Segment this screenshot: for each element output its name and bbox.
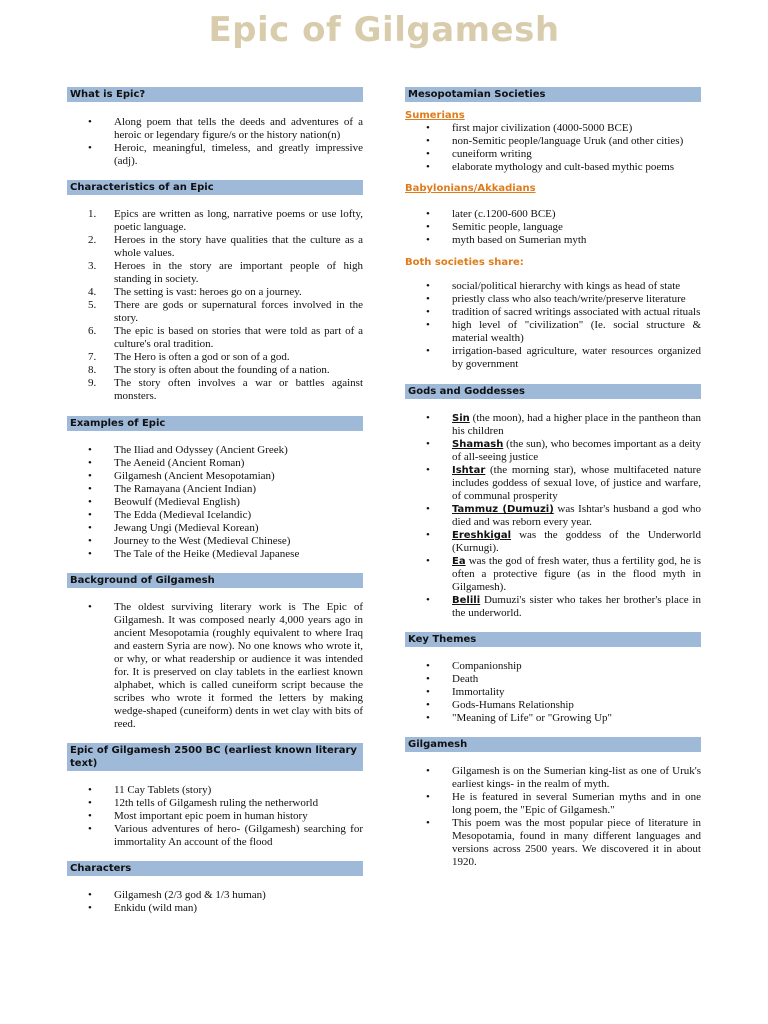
- subheading-babylonians: Babylonians/Akkadians: [405, 183, 536, 194]
- list-item: • social/political hierarchy with kings as head of state: [405, 280, 701, 293]
- section-gods: [405, 384, 701, 620]
- list-item: • Ishtar (the morning star), whose multifaceted nature includes goddess of sexual love, of justice and warfare, of communal prosperity: [405, 464, 701, 503]
- list-item: • priestly class who also teach/write/preserve literature: [405, 293, 701, 306]
- list-item: • irrigation-based agriculture, water resources organized by government: [405, 345, 701, 371]
- bullet-list: [67, 601, 363, 731]
- list-item: • non-Semitic people/language Uruk (and other cities): [405, 135, 701, 148]
- section-background: [67, 573, 363, 731]
- page-title: Epic of Gilgamesh: [208, 10, 560, 50]
- list-item: • Heroic, meaningful, timeless, and greatly impressive (adj).: [67, 142, 363, 168]
- list-item: • Gilgamesh (2/3 god & 1/3 human): [67, 889, 363, 902]
- section-societies: [405, 87, 701, 371]
- list-item: • Immortality: [405, 686, 701, 699]
- section-gilgamesh: [405, 737, 701, 869]
- section-header: Key Themes: [405, 632, 701, 647]
- section-header: Background of Gilgamesh: [67, 573, 363, 588]
- list-item: • Gods-Humans Relationship: [405, 699, 701, 712]
- list-item: • Jewang Ungi (Medieval Korean): [67, 522, 363, 535]
- section-examples: [67, 416, 363, 561]
- section-header: Examples of Epic: [67, 416, 363, 431]
- list-item: • Death: [405, 673, 701, 686]
- list-item: • Companionship: [405, 660, 701, 673]
- list-item: • "Meaning of Life" or "Growing Up": [405, 712, 701, 725]
- list-item: 6. The epic is based on stories that were told as part of a culture's oral tradition.: [88, 325, 363, 350]
- section-epic-2500bc: [67, 743, 363, 849]
- list-item: • The Iliad and Odyssey (Ancient Greek): [67, 444, 363, 457]
- list-item: • Semitic people, language: [405, 221, 701, 234]
- list-item: • myth based on Sumerian myth: [405, 234, 701, 247]
- list-item: 5. There are gods or supernatural forces involved in the story.: [88, 299, 363, 324]
- list-item: • Various adventures of hero- (Gilgamesh) searching for immortality An account of the flood: [67, 823, 363, 849]
- list-item: • Tammuz (Dumuzi) was Ishtar's husband a god who died and was reborn every year.: [405, 503, 701, 529]
- bullet-list: [405, 122, 701, 174]
- list-item: 7. The Hero is often a god or son of a god.: [88, 351, 290, 363]
- list-item: • Sin (the moon), had a higher place in the pantheon than his children: [405, 412, 701, 438]
- list-item: 1. Epics are written as long, narrative poems or use lofty, poetic language.: [88, 208, 363, 233]
- bullet-list: [67, 116, 363, 168]
- list-item: • elaborate mythology and cult-based mythic poems: [405, 161, 701, 174]
- list-item: • 12th tells of Gilgamesh ruling the netherworld: [67, 797, 363, 810]
- section-header: Gilgamesh: [405, 737, 701, 752]
- list-item: • The Edda (Medieval Icelandic): [67, 509, 363, 522]
- bullet-list: [405, 765, 701, 869]
- list-item: • Along poem that tells the deeds and adventures of a heroic or legendary figure/s or the history nation(n): [67, 116, 363, 142]
- list-item: • The Ramayana (Ancient Indian): [67, 483, 363, 496]
- list-item: • This poem was the most popular piece of literature in Mesopotamia, found in many different languages and versions across 2500 years. We discovered it in about 1920.: [405, 817, 701, 869]
- list-item: • Gilgamesh is on the Sumerian king-list as one of Uruk's earliest kings- in the realm of myth.: [405, 765, 701, 791]
- left-column: [67, 87, 363, 915]
- list-item: 9. The story often involves a war or battles against monsters.: [88, 377, 363, 402]
- section-what-is-epic: [67, 87, 363, 168]
- section-characteristics: [67, 180, 363, 403]
- list-item: • Shamash (the sun), who becomes important as a deity of all-seeing justice: [405, 438, 701, 464]
- bullet-list: [67, 889, 363, 915]
- section-header: Mesopotamian Societies: [405, 87, 701, 102]
- section-header: Epic of Gilgamesh 2500 BC (earliest known literary text): [67, 743, 363, 771]
- list-item: • Ereshkigal was the goddess of the Underworld (Kurnugi).: [405, 529, 701, 555]
- list-item: • Beowulf (Medieval English): [67, 496, 363, 509]
- section-header: What is Epic?: [67, 87, 363, 102]
- bullet-list: [405, 412, 701, 620]
- bullet-list: [405, 208, 701, 247]
- list-item: 8. The story is often about the founding of a nation.: [88, 364, 330, 376]
- section-key-themes: [405, 632, 701, 725]
- right-column: [405, 87, 701, 869]
- section-header: Gods and Goddesses: [405, 384, 701, 399]
- list-item: • Ea was the god of fresh water, thus a fertility god, he is often a protective figure (as in the flood myth in Gilgamesh).: [405, 555, 701, 594]
- list-item: • tradition of sacred writings associated with actual rituals: [405, 306, 701, 319]
- list-item: • He is featured in several Sumerian myths and in one long poem, the "Epic of Gilgamesh.": [405, 791, 701, 817]
- list-item: 2. Heroes in the story have qualities that the culture as a whole values.: [88, 234, 363, 259]
- bullet-list: [405, 280, 701, 371]
- list-item: • Enkidu (wild man): [67, 902, 363, 915]
- section-header: Characteristics of an Epic: [67, 180, 363, 195]
- list-item: • Belili Dumuzi's sister who takes her brother's place in the underworld.: [405, 594, 701, 620]
- list-item: • The Tale of the Heike (Medieval Japanese: [67, 548, 363, 561]
- subheading-both-societies: Both societies share:: [405, 257, 524, 268]
- list-item: • Journey to the West (Medieval Chinese): [67, 535, 363, 548]
- bullet-list: [405, 660, 701, 725]
- list-item: • high level of "civilization" (Ie. social structure & material wealth): [405, 319, 701, 345]
- list-item: 4. The setting is vast: heroes go on a journey.: [88, 286, 302, 298]
- list-item: • The oldest surviving literary work is The Epic of Gilgamesh. It was composed nearly 4,000 years ago in ancient Mesopotamia (roughly equivalent to where Iraq and eastern Syria are now). No one knows who wrote it, or why, or what readership or audience it was intended for. It is preserved on clay tablets in the earliest known alphabet, which is called cuneiform script because the scribes who wrote it formed the letters by making wedge-shaped (cuneiform) dents in wet clay with bits of reed.: [67, 601, 363, 731]
- list-item: 3. Heroes in the story are important people of high standing in society.: [88, 260, 363, 285]
- list-item: • Most important epic poem in human history: [67, 810, 363, 823]
- numbered-list: [67, 208, 363, 403]
- list-item: • The Aeneid (Ancient Roman): [67, 457, 363, 470]
- bullet-list: [67, 444, 363, 561]
- list-item: • first major civilization (4000-5000 BCE): [405, 122, 701, 135]
- section-header: Characters: [67, 861, 363, 876]
- section-characters: [67, 861, 363, 915]
- list-item: • later (c.1200-600 BCE): [405, 208, 701, 221]
- subheading-sumerians: Sumerians: [405, 110, 465, 121]
- list-item: • cuneiform writing: [405, 148, 701, 161]
- list-item: • 11 Cay Tablets (story): [67, 784, 363, 797]
- list-item: • Gilgamesh (Ancient Mesopotamian): [67, 470, 363, 483]
- bullet-list: [67, 784, 363, 849]
